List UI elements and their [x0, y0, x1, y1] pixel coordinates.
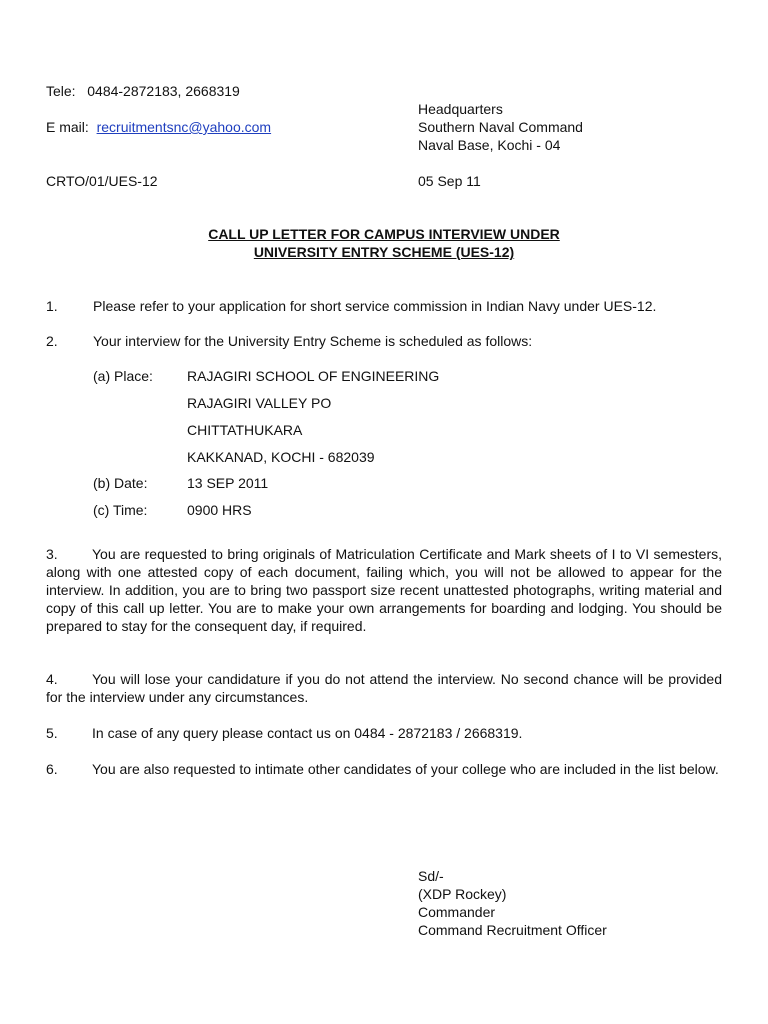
para-5-text: In case of any query please contact us on 0484 - 2872183 / 2668319.: [92, 725, 523, 741]
email-line: [46, 118, 271, 136]
time-label: (c) Time:: [93, 502, 148, 518]
place-line-2: RAJAGIRI VALLEY PO: [187, 395, 332, 411]
address-line-2: Southern Naval Command: [418, 119, 583, 135]
para-6: [46, 760, 722, 778]
date-value: 13 SEP 2011: [187, 475, 269, 491]
tele-value: 0484-2872183, 2668319: [87, 83, 240, 99]
para-4-number: 4.: [46, 671, 58, 687]
para-5-number: 5.: [46, 725, 58, 741]
para-3: [46, 545, 722, 635]
para-4: [46, 670, 722, 706]
time-value: 0900 HRS: [187, 502, 252, 518]
para-6-number: 6.: [46, 761, 58, 777]
para-3-text: You are requested to bring originals of Matriculation Certificate and Mark sheets of I to VI semesters, along with one attested copy of each document, failing which, you will not be allowed to appear for the interview. In addition, you are to bring two passport size recent unattested photographs, writing material and copy of this call up letter. You are to make your own arrangements for boarding and lodging. You should be prepared to stay for the consequent day, if required.: [46, 546, 722, 634]
date-label: (b) Date:: [93, 475, 148, 491]
para-1-text: Please refer to your application for short service commission in Indian Navy under UES-12.: [93, 298, 657, 314]
tele-line: [46, 82, 240, 100]
signature-sd: Sd/-: [418, 868, 444, 884]
para-6-text: You are also requested to intimate other candidates of your college who are included in the list below.: [92, 761, 719, 777]
letter-date: 05 Sep 11: [418, 173, 481, 189]
email-label: E mail:: [46, 119, 89, 135]
place-line-4: KAKKANAD, KOCHI - 682039: [187, 449, 375, 465]
para-3-number: 3.: [46, 546, 58, 562]
title-line-2: UNIVERSITY ENTRY SCHEME (UES-12): [253, 244, 515, 260]
title-line-1: CALL UP LETTER FOR CAMPUS INTERVIEW UNDER: [208, 226, 560, 242]
signatory-title: Command Recruitment Officer: [418, 922, 607, 938]
email-link[interactable]: recruitmentsnc@yahoo.com: [96, 119, 272, 135]
para-1-number: 1.: [46, 298, 58, 314]
reference-number: CRTO/01/UES-12: [46, 173, 158, 189]
tele-label: Tele:: [46, 83, 76, 99]
para-2-text: Your interview for the University Entry Scheme is scheduled as follows:: [93, 333, 533, 349]
signatory-rank: Commander: [418, 904, 496, 920]
signatory-name: (XDP Rockey): [418, 886, 507, 902]
address-line-3: Naval Base, Kochi - 04: [418, 137, 561, 153]
para-2-number: 2.: [46, 333, 58, 349]
place-label: (a) Place:: [93, 368, 153, 384]
para-5: [46, 724, 722, 742]
place-line-3: CHITTATHUKARA: [187, 422, 303, 438]
address-line-1: Headquarters: [418, 101, 503, 117]
place-line-1: RAJAGIRI SCHOOL OF ENGINEERING: [187, 368, 440, 384]
para-4-text: You will lose your candidature if you do not attend the interview. No second chance will be provided for the interview under any circumstances.: [46, 671, 722, 705]
